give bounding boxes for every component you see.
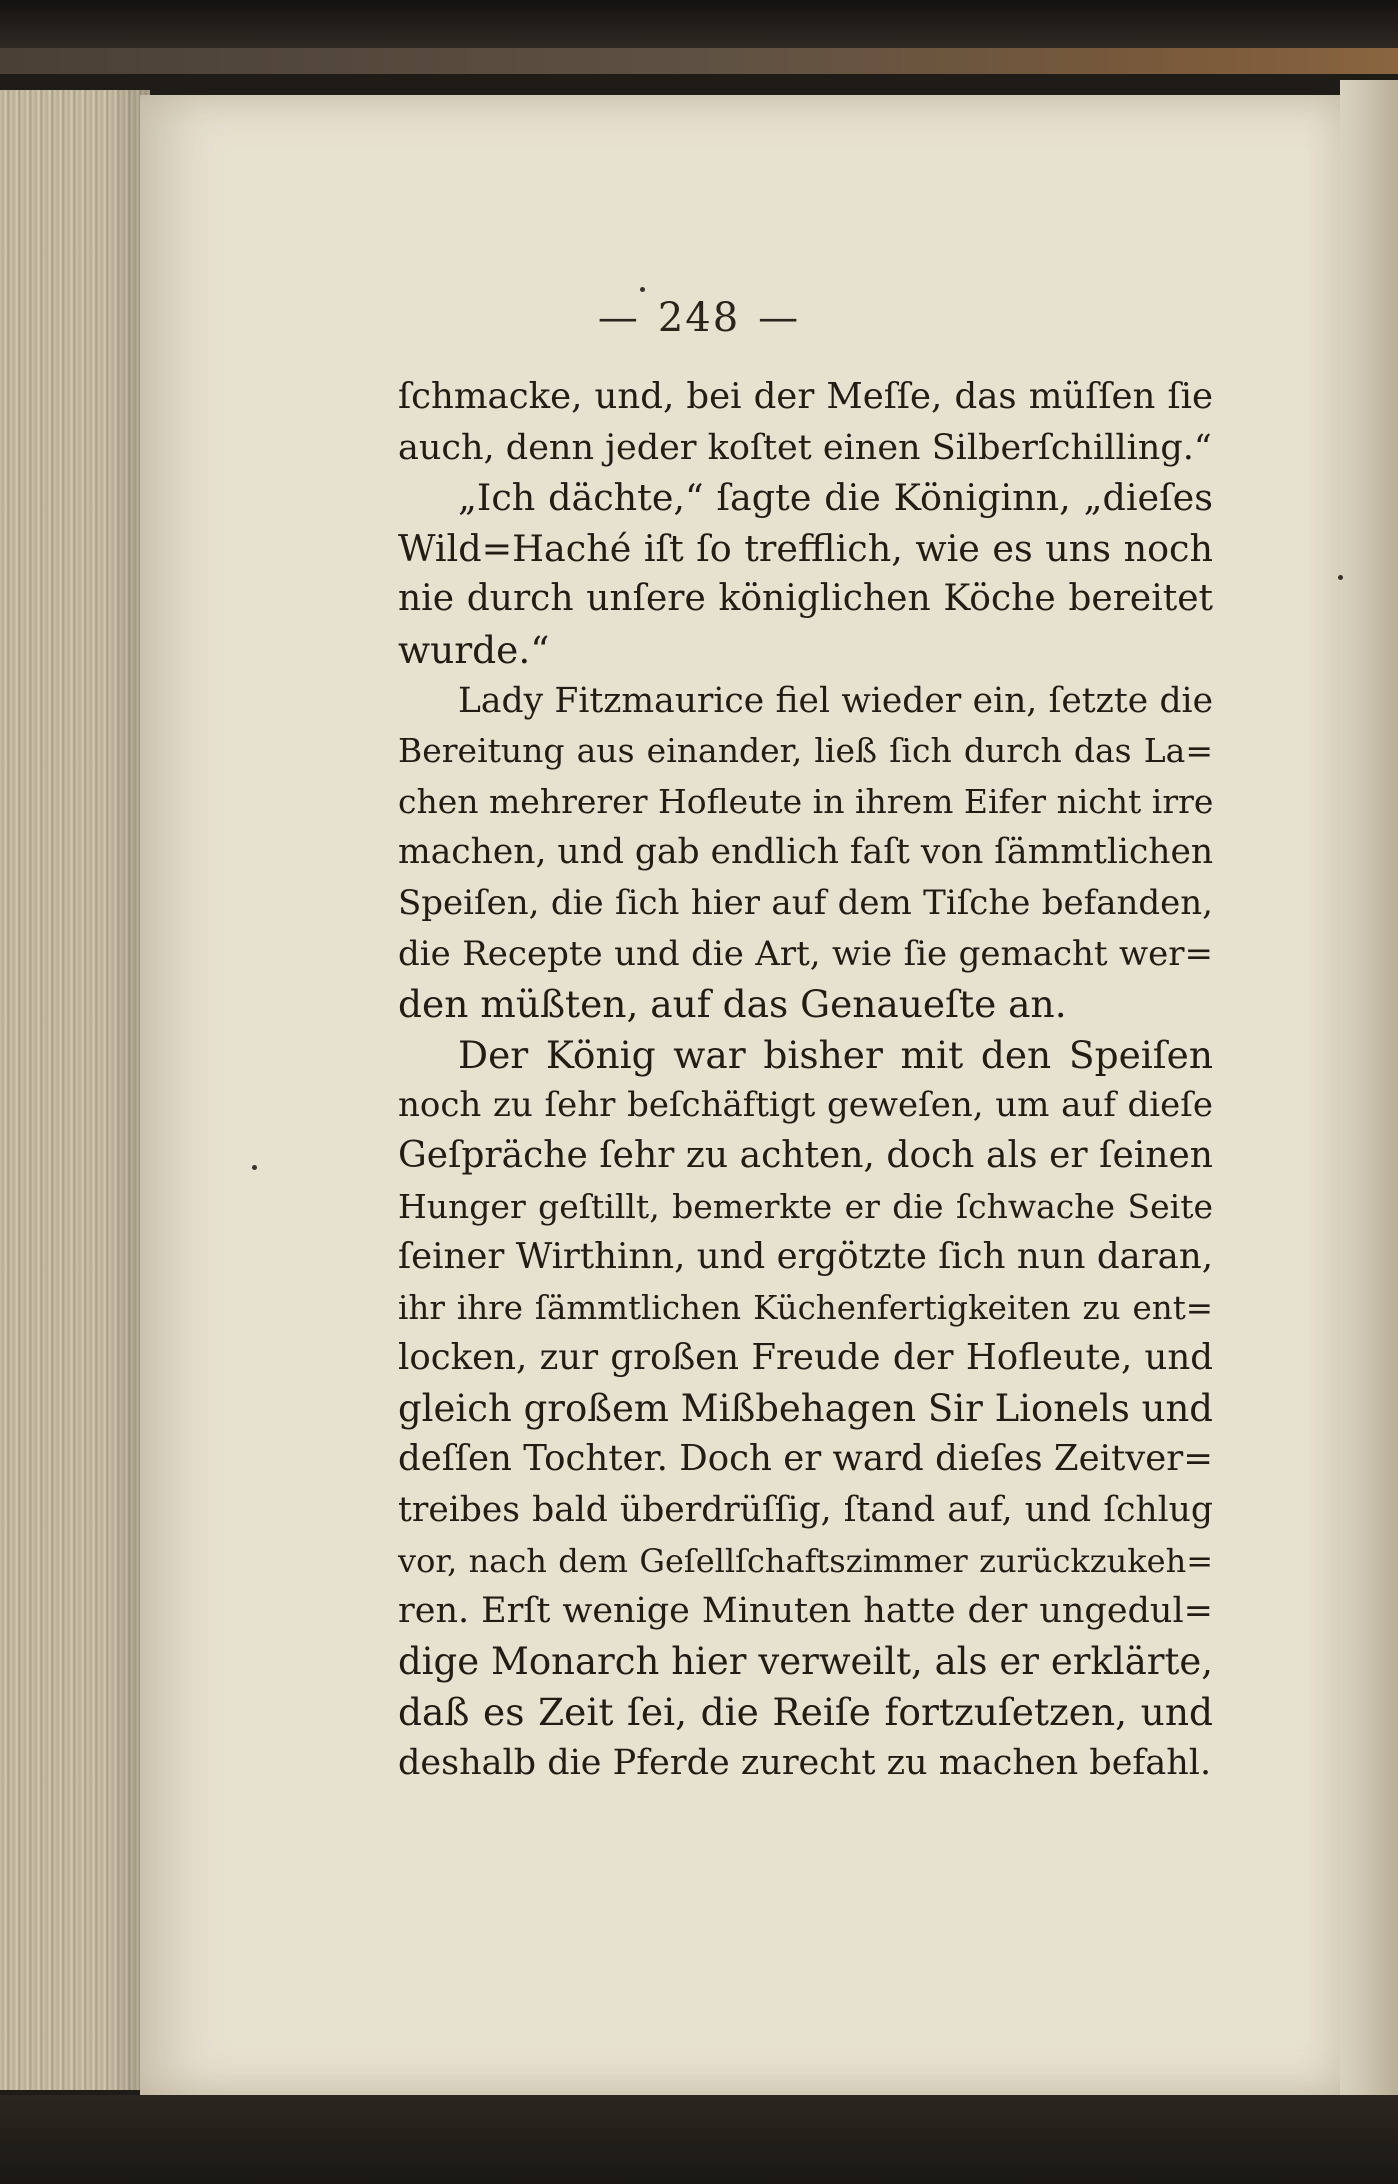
page-header xyxy=(0,295,1398,341)
text-line: Geſpräche ſehr zu achten, doch als er ſeinen xyxy=(398,1134,1213,1176)
ink-speck xyxy=(252,1165,257,1170)
cover-edge xyxy=(0,48,1398,74)
text-line: Lady Fitzmaurice fiel wieder ein, ſetzte die xyxy=(458,680,1213,721)
text-line: gleich großem Mißbehagen Sir Lionels und xyxy=(398,1386,1213,1430)
text-line: den müßten, auf das Genaueſte an. xyxy=(398,982,1067,1027)
page-number-dash-left: — xyxy=(597,295,640,341)
text-line: treibes bald überdrüſſig, ſtand auf, und ſchlug xyxy=(398,1490,1213,1531)
text-line: Hunger geſtillt, bemerkte er die ſchwache Seite xyxy=(398,1186,1213,1226)
ink-speck xyxy=(640,287,645,292)
text-line: locken, zur großen Freude der Hofleute, und xyxy=(398,1337,1213,1379)
text-line: „Ich dächte,“ ſagte die Königinn, „dieſes xyxy=(458,476,1213,520)
text-line: Der König war bisher mit den Speiſen xyxy=(458,1032,1213,1077)
text-line: dige Monarch hier verweilt, als er erklärte, xyxy=(398,1639,1213,1683)
text-line: wurde.“ xyxy=(398,627,550,672)
ink-speck xyxy=(1338,575,1343,580)
text-line: vor, nach dem Geſellſchaftszimmer zurückzukeh= xyxy=(398,1541,1213,1580)
text-line: deſſen Tochter. Doch er ward dieſes Zeitver= xyxy=(398,1438,1213,1480)
text-line: ſeiner Wirthinn, und ergötzte ſich nun daran, xyxy=(398,1236,1213,1278)
text-line: noch zu ſehr beſchäftigt geweſen, um auf dieſe xyxy=(398,1085,1213,1126)
book-cover-bottom xyxy=(0,2095,1398,2184)
text-line: ſchmacke, und, bei der Meſſe, das müſſen ſie xyxy=(398,376,1213,417)
text-line: machen, und gab endlich faſt von ſämmtlichen xyxy=(398,832,1214,873)
body-text xyxy=(398,372,1213,1789)
text-line: deshalb die Pferde zurecht zu machen befahl. xyxy=(398,1743,1212,1784)
text-line: Wild=Haché iſt ſo trefflich, wie es uns noch xyxy=(398,526,1213,570)
text-line: die Recepte und die Art, wie ſie gemacht wer= xyxy=(398,933,1213,974)
text-line: chen mehrerer Hofleute in ihrem Eifer nicht irre xyxy=(398,781,1214,821)
text-line: Speiſen, die ſich hier auf dem Tiſche befanden, xyxy=(398,882,1213,923)
text-line: daß es Zeit ſei, die Reiſe fortzuſetzen, und xyxy=(398,1690,1213,1735)
text-line: ren. Erſt wenige Minuten hatte der ungedul= xyxy=(398,1591,1213,1632)
page-number-dash-right: — xyxy=(758,295,801,341)
page-number: 248 xyxy=(657,295,741,341)
text-line: nie durch unſere königlichen Köche bereitet xyxy=(398,578,1213,620)
right-page-edge xyxy=(1340,80,1398,2100)
text-line: ihr ihre ſämmtlichen Küchenfertigkeiten zu ent= xyxy=(398,1288,1213,1327)
text-line: Bereitung aus einander, ließ ſich durch das La= xyxy=(398,731,1213,771)
text-line: auch, denn jeder koſtet einen Silberſchilling.“ xyxy=(398,427,1212,468)
